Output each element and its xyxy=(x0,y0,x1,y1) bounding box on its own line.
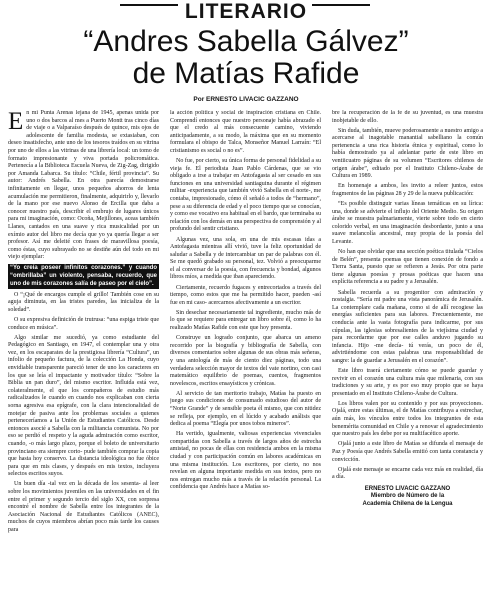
headline-line-2: de Matías Rafide xyxy=(132,57,360,90)
paragraph: Ha vertido, igualmente, valiosas experiencias vivenciales compartidas con Sabella a través de largos años de estrecha amistad, no pocas de ellas con residencia ambos en la misma ciudad y con participación común en labores académicas en una misma institución. Los escritores, por cierto, no nos revelan en alguna importante medida en sus textos, pero no nos entregan mucho más a través de la relación personal. La confidencia que Andrés hace a Matías so- xyxy=(170,431,321,491)
paragraph xyxy=(8,110,159,262)
paragraph: Sin duda, también, mueve poderosamente a nuestro amigo a acercarse al inagotable manantial sabelliano la común pertenencia a una rica historia étnica y espiritual, como lo había demostrado ya al adelantar parte de este libro en ventiicuatro páginas de su volumen “Escritores chilenos de origen árabe”, editado por el Instituto Chileno-Árabe de Cultura en 1989. xyxy=(332,127,483,180)
paragraph: “Es posible distinguir varias líneas temáticas en su lírica: una, donde se advierte el influjo del Oriente Medio. Su origen árabe se muestra palmariamente, vierte sobre todo en cierto colorido verbal, en una imaginación desbordante, junto a una suave melancolía ancestral, muy propia de la poesía del Levante. xyxy=(332,201,483,245)
author-signature xyxy=(332,486,483,509)
article-column-2 xyxy=(170,110,321,598)
signature-name: ERNESTO LIVACIC GAZZANO xyxy=(364,485,451,492)
article-headline xyxy=(0,26,492,90)
article-column-1 xyxy=(8,110,159,598)
paragraph: Construye un logrado conjunto, que abarca un ameno recorrido por la biografía y bibliografía de Sabella, con diversos comentarios sobre algunas de sus obras más señeras, y una antología de más de ciento diez páginas, todo una verdadera selección mayor de textos del vate nortino, con casi matemático equilibrio de poemas, cuentos, fragmentos novelescos, escritos ensayísticos y crónicas. xyxy=(170,335,321,387)
paragraph: bre la recuperación de la fe de su juventud, es una muestra inobjetable de ello. xyxy=(332,110,483,124)
paragraph: la acción política y social de inspiración cristiana en Chile. Comprendí entonces que nuestro personaje había abrazado el que el credo al más consecuente camino, viviendo anticipadamente, a su modo, la máxima que en su momento formulara el obispo de Talca, Monseñor Manuel Larraín: “El cristianismo es social o no es”. xyxy=(170,110,321,154)
drop-cap: E xyxy=(8,110,24,135)
article-column-3 xyxy=(332,110,483,598)
signature-institution: Academia Chilena de la Lengua xyxy=(362,501,453,507)
paragraph: Un buen día -tal vez en la década de los sesenta- al leer sobre los movimientos juveniles en las universidades en el fin entre el primer y segundo tercio del siglo XX, con sorpresa encontré el nombre de Sabella entre los integrantes de la Asociación Nacional de Estudiantes Católicos (ANEC), muchos de cuyos miembros abrían poco más tarde los causes para xyxy=(8,481,159,533)
byline: Por ERNESTO LIVACIC GAZZANO xyxy=(193,96,299,103)
paragraph: Sin desechar necesariamente tal ingrediente, mucho más de lo que se requiere para entregar un libro sobre él, como lo ha realizado Matías Rafide con este que hoy presenta. xyxy=(170,309,321,332)
paragraph: Los libros valen por su contenido y por sus proyecciones. Ojalá, entre estas últimas, el de Matías contribuya a estrechar, aún más, los vínculos entre todos los integrantes de esta benemérita comunidad en Chile y a renovar el agradecimiento que nuestro país les debe por su multifacético aporte. xyxy=(332,400,483,438)
paragraph: Al servicio de tan meritorio trabajo, Matías ha puesto en juego sus condiciones de consumado estudioso del autor de “Norte Grande” y de sensible poeta él mismo, que con nitidez se refleja, por ejemplo, en el lúcido y acabado análisis que dedica al poema “Elegía por unos tobos mineros”. xyxy=(170,390,321,428)
paragraph: Sabella recuerda a su progenitor con admiración y nostalgia. “Sería mi padre una vista panorámica de Jerusalén. La contemplare cada mañana, como si de allí recogiese las energías suficientes para sus labores. Frecuentemente, me conducía ante la vasta fotografía para indicarme, por sus cúpulas, las iglesias sobresalientes de la viejísima ciudad y para recordarme que por ese calles anduvo jugando su infancia. Hijo -me decía- tú verás, un poco de él, advirtiéndome con estas palabras una responsabilidad de sangre: la de guardar a Jerusalén en el corazón”. xyxy=(332,289,483,364)
paragraph: Este libro traerá ciertamente cómo se puede guardar y revivir en el corazón una cultura más que milenaria, con sus tradiciones y su arte, y es por eso muy propio que se haya presentado en el Instituto Chileno-Árabe de Cultura. xyxy=(332,368,483,397)
paragraph: No fue, por cierto, su única forma de personal fidelidad a su vieja fe. El periodista Juan Pablo Cárdenas, que se vio obligado a irse a trabajar en Antofagasta al ser cesado en sus funciones en una universidad santiaguina durante el régimen militar -experiencia que también vivió Sabella en el norte-, me contaba, impresionado, cómo él señaló a todos de “hermano”, pese a su diferencia de edad y el poco tiempo que se conocían, y como ese vocativo era habitual en el bardo, que terminaba su relación con los demás en una perspectiva de comprensión y al profundo del sentir cristiano. xyxy=(170,158,321,233)
section-title: LITERARIO xyxy=(184,0,308,23)
paragraph: Ojalá junto a este libro de Matías se difunda el mensaje de Paz y Poesía que Andrés Sabella emitió con tanta constancia y convicción. xyxy=(332,441,483,463)
highlighted-quote: “Yo creía poseer infinitos corazones.” y cuando “ombrillaba” un violento, pensaba, recuerdo, que uno de mis corazones salía de paseo por el cielo”. xyxy=(8,264,159,289)
paragraph: O “¡Qué de encargos cumple el grillo! También cose en su aguja diminuta, en las tristes paredes, las inicializa de la soledad”. xyxy=(8,291,159,313)
paragraph: No han que olvidar que una sección poética titulada “Cielos de Belén”, presenta poemas que tienen conexión de fondo a Tierra Santa, puesto que se refieren a Jesús. Por otra parte tiene algunas poesías y prosas poéticas que hacen una explícita referencia a su padre y a Jerusalén. xyxy=(332,249,483,286)
paragraph: O su expresiva definición de trutrusa: “una espiga triste que conduce en música”. xyxy=(8,316,159,331)
signature-role: Miembro de Número de la xyxy=(370,493,445,500)
paragraph: Ciertamente, recuerdo fugaces y entrecortados a través del tiempo, como estos que me ha permitido hacer, pueden -así fue en mi caso- acercarnos afectivamente a un escritor. xyxy=(170,284,321,306)
headline-line-1: “Andres Sabella Gálvez” xyxy=(83,25,409,58)
paragraph: Algunas vez, una sola, en una de mis escasas idas a Antofagasta mientras allí vivió, tuve la feliz oportunidad de saludar a Sabella y de intercambiar un par de palabras con él. Se me quedó grabado su personal, tez. Volvió a preocuparme el al conversar de la poesía, con frecuencia y bondad, algunos libros míos, a medida que iban apareciendo. xyxy=(170,236,321,281)
paragraph-text: n mi Punta Arenas lejana de 1945, apenas unida por uno o dos barcos al mes a Puerto Montt tras cinco días de viaje o a Valparaíso después de quince, mis ojos de adolescente de familia modesta, se extasiaban, con deseo insatisfecho, ante uno de los tesoros traídos en su vitrina por uno de ellos a las vitrinas de una librería local: un tomo de formato impresionante y viva portada policromática. Pertenecía a la Biblioteca Escuela Nueva, de Zig-Zag, dirigido por Amanda Labarca. Su título: “Chile, fértil provincia”. Su autor: Andrés Sabella. En otra parecía demostrarse infinitamente en llegar, unos pequeños ahorros de lenta acumulación me permitieron, finalmente, adquirirlo y, llevarlo de la mano por ese nuevo Alonso de Ercilla que daba a conocer nuestro país, describir el embrujo de lugares únicos para mi imaginación, como: Ocoña, Mejillones, aceas también Llanes, cantados en una suave y rica musicalidad por un exímio autor del libro me decía que yo ya quería llegar a ser profesor. Así me deleité con frases de maravillosa poesía, como éstas, cuyo subrayado no se destiñe aún del todo en mi viejo ejemplar: xyxy=(8,110,159,261)
paragraph: En homenaje a ambos, les invito a releer juntos, estos fragmentos de las páginas 28 y 29 de la nueva publicación: xyxy=(332,183,483,197)
paragraph: Algo similar me sucedió, ya como estudiante del Pedagógico en Santiago, en 1947, el contemplar una y otra vez, en los escaparates de la prestigiosa librería “Cultura”, un infolio de pequeño factura, de la colección La Honda, cuyo envidiable transparente pareció tener de uno los caracteres en los que se leía el impactante y motivador título: “Sobre la Biblia un pan duro”, del mismo escritor. Influida está vez, colateralmente, el que los compañeros de estudio más radicalizados le cuando en cuando nos explicaban con cierta sorna agresiva esa epígrafe, con la clara intencionalidad de motejar de pasiva ante los problemas sociales a quienes perteneceríamos a la Unión de Estudiantes Católicos. Desde entonces asocié a Sabella con la militancia comunista. No por eso se perdió el respeto y la aguda admiración como escritor, cuando, -o más largo plazo, porque el boleto de universitario provinciano era siempre corto- pude también comprar la copia que hasta hoy conservo. La distancia ideológica no fue óbice para que en mis clases, y después en mis textos, incluyera selectos escritos suyos. xyxy=(8,334,159,478)
paragraph: Ojalá este mensaje se encarne cada vez más en realidad, día a día. xyxy=(332,466,483,481)
